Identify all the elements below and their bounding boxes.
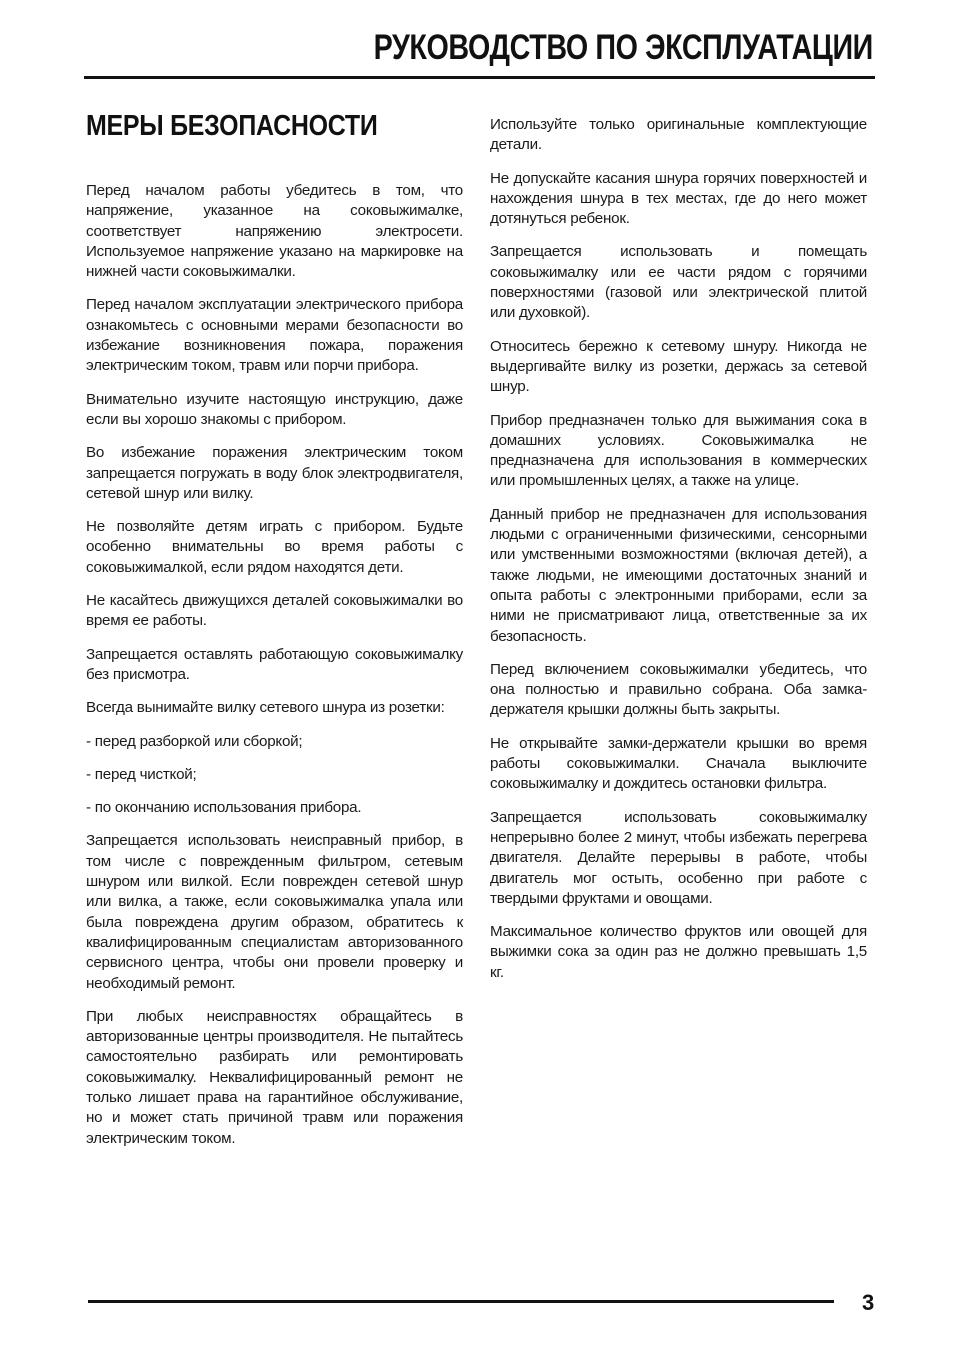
- paragraph: Запрещается использовать соковыжималку непрерывно более 2 минут, чтобы избежать перегрева двигателя. Делайте перерывы в работе, чтобы двигатель мог остыть, особенно при работе с твердыми фруктами и овощами.: [490, 808, 867, 907]
- paragraph: Прибор предназначен только для выжимания сока в домашних условиях. Соковыжималка не предназначена для использования в коммерческих или промышленных целях, а также на улице.: [490, 411, 867, 490]
- paragraph: Перед началом работы убедитесь в том, что напряжение, указанное на соковыжималке, соответствует напряжению электросети. Используемое напряжение указано на маркировке на нижней части соковыжималки.: [86, 182, 463, 281]
- paragraph: Во избежание поражения электрическим током запрещается погружать в воду блок электродвигателя, сетевой шнур или вилку.: [86, 444, 463, 502]
- paragraph: Данный прибор не предназначен для использования людьми с ограниченными физическими, сенсорными или умственными возможностями (включая детей), а также людьми, не имеющими достаточных знаний и опыта работы с электронными приборами, если за ними не присматривают лица, ответственные за их безопасность.: [490, 505, 867, 645]
- paragraph: Внимательно изучите настоящую инструкцию, даже если вы хорошо знакомы с прибором.: [86, 390, 463, 428]
- paragraph: Относитесь бережно к сетевому шнуру. Никогда не выдергивайте вилку из розетки, держась за сетевой шнур.: [490, 337, 867, 396]
- footer-rule: [88, 1300, 834, 1303]
- page-number: 3: [862, 1290, 875, 1315]
- list-item: - перед разборкой или сборкой;: [86, 732, 303, 750]
- list-item: - по окончанию использования прибора.: [86, 799, 362, 817]
- list-item: - перед чисткой;: [86, 765, 197, 783]
- page-header-title: РУКОВОДСТВО ПО ЭКСПЛУАТАЦИИ: [373, 28, 873, 67]
- section-title: МЕРЫ БЕЗОПАСНОСТИ: [86, 110, 378, 142]
- paragraph: Не касайтесь движущихся деталей соковыжималки во время ее работы.: [86, 592, 463, 630]
- paragraph: Перед началом эксплуатации электрического прибора ознакомьтесь с основными мерами безопасности во избежание возникновения пожара, поражения электрическим током, травм или порчи прибора.: [86, 296, 463, 375]
- paragraph: Максимальное количество фруктов или овощей для выжимки сока за один раз не должно превышать 1,5 кг.: [490, 923, 867, 981]
- paragraph: Используйте только оригинальные комплектующие детали.: [490, 116, 867, 154]
- left-column: [86, 110, 463, 1162]
- paragraph: Перед включением соковыжималки убедитесь, что она полностью и правильно собрана. Оба замка-держателя крышки должны быть закрыты.: [490, 660, 867, 719]
- right-column: [490, 115, 867, 996]
- paragraph: При любых неисправностях обращайтесь в авторизованные центры производителя. Не пытайтесь самостоятельно разбирать или ремонтировать соковыжималку. Неквалифицированный ремонт не только лишает права на гарантийное обслуживание, но и может стать причиной травм или поражения электрическим током.: [86, 1007, 463, 1147]
- paragraph: Запрещается использовать неисправный прибор, в том числе с поврежденным фильтром, сетевым шнуром или вилкой. Если поврежден сетевой шнур или вилка, а также, если соковыжималка упала или была повреждена другим образом, обратитесь к квалифицированным специалистам авторизованного сервисного центра, чтобы они провели проверку и необходимый ремонт.: [86, 832, 463, 992]
- header-rule: [84, 76, 875, 79]
- paragraph: Запрещается использовать и помещать соковыжималку или ее части рядом с горячими поверхностями (газовой или электрической плитой или духовкой).: [490, 243, 867, 322]
- paragraph: Не позволяйте детям играть с прибором. Будьте особенно внимательны во время работы с соковыжималкой, если рядом находятся дети.: [86, 518, 463, 576]
- paragraph: Не открывайте замки-держатели крышки во время работы соковыжималки. Сначала выключите соковыжималку и дождитесь остановки фильтра.: [490, 734, 867, 793]
- paragraph: Не допускайте касания шнура горячих поверхностей и нахождения шнура в тех местах, где до него может дотянуться ребенок.: [490, 169, 867, 228]
- paragraph: Запрещается оставлять работающую соковыжималку без присмотра.: [86, 645, 463, 683]
- paragraph: Всегда вынимайте вилку сетевого шнура из розетки:: [86, 699, 445, 717]
